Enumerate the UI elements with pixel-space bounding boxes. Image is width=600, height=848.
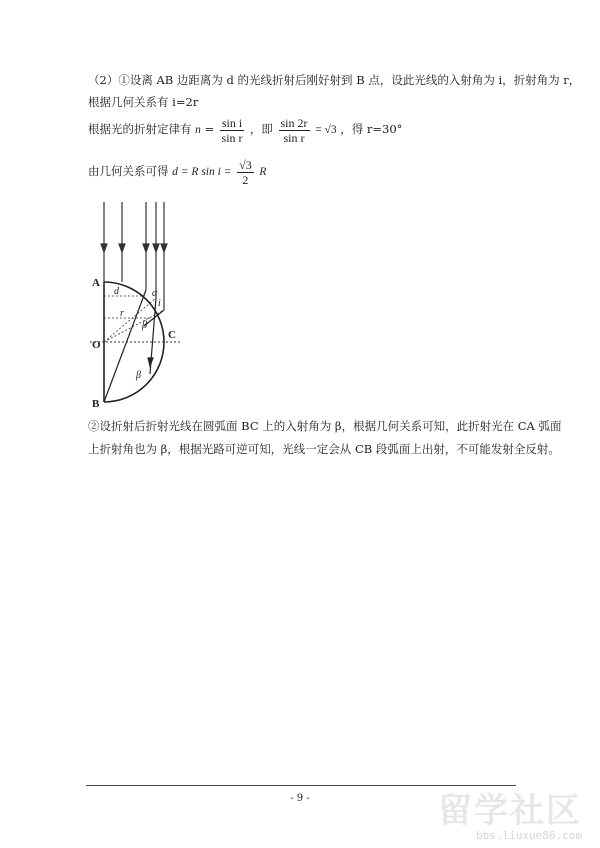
watermark-brand: 留学社区 [438, 791, 582, 831]
equals-sign: = [204, 122, 215, 136]
R-variable: R [259, 166, 267, 178]
label-beta-bottom: β [136, 370, 141, 381]
refraction-law-line [88, 114, 402, 145]
label-B: B [92, 398, 100, 408]
label-r: r [120, 308, 124, 319]
sqrt3-value: = √3 [315, 124, 337, 136]
label-A: A [92, 277, 100, 289]
sin-i-over-sin-r-fraction [220, 116, 244, 145]
label-alpha: α [152, 288, 158, 299]
watermark [438, 793, 582, 842]
geometry-relation-line [88, 154, 266, 189]
label-O: O [92, 339, 101, 351]
fraction-numerator: sin i [221, 115, 243, 130]
fraction-denominator: 2 [242, 172, 249, 187]
refraction-law-prefix: 根据光的折射定律有 [88, 122, 192, 136]
solution-line-2: 根据几何关系有 i=2r [88, 95, 199, 109]
sin-2r-over-sin-r-fraction [279, 116, 310, 145]
fraction-denominator: sin r [221, 130, 243, 145]
optics-diagram [86, 198, 206, 408]
label-beta-top: β [142, 320, 147, 331]
angle-result: ，得 r=30° [340, 122, 403, 136]
fraction-numerator: √3 [239, 157, 252, 172]
geometry-prefix: 由几何关系可得 [88, 164, 169, 178]
solution-line-5: ②设折射后折射光线在圆弧面 BC 上的入射角为 β，根据几何关系可知，此折射光在 CA 弧面 [88, 419, 562, 433]
solution-line-6: 上折射角也为 β，根据光路可逆可知，光线一定会从 CB 段弧面上出射，不可能发射全反射。 [88, 442, 560, 456]
refracted-rays [104, 290, 164, 402]
fraction-denominator: sin r [283, 130, 305, 145]
label-d: d [114, 286, 119, 297]
radius-line-1 [104, 298, 156, 342]
ji-connector: ，即 [249, 122, 273, 136]
page-number: - 9 - [290, 793, 310, 804]
d-equation: d = R sin i = [172, 166, 232, 178]
watermark-url: bbs.liuxue86.com [476, 829, 582, 842]
n-variable: n [195, 124, 201, 136]
footer-divider [86, 785, 516, 786]
label-i: i [158, 298, 161, 309]
label-C: C [168, 329, 176, 341]
sqrt3-over-2-fraction [237, 158, 254, 187]
solution-line-1: （2）①设离 AB 边距离为 d 的光线折射后刚好射到 B 点，设此光线的入射角为 i，折射角为 r， [88, 73, 581, 87]
fraction-numerator: sin 2r [280, 115, 308, 130]
